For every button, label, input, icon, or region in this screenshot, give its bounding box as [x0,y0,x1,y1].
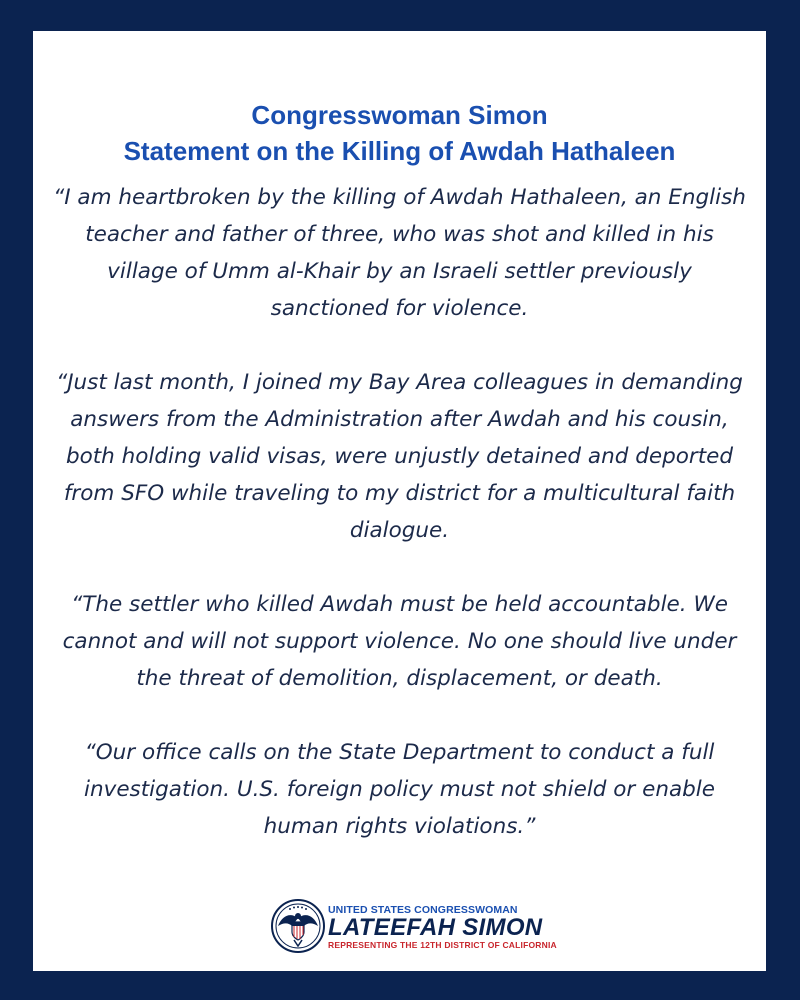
logo-subtitle: UNITED STATES CONGRESSWOMAN [328,904,518,916]
statement-paragraph-3: “The settler who killed Awdah must be held accountable. We cannot and will not support violence. No one should live under the threat of demolition, displacement, or death. [62,592,737,691]
logo-text [328,904,568,951]
logo-district: REPRESENTING THE 12TH DISTRICT OF CALIFORNIA [328,940,557,950]
statement-paragraph-2: “Just last month, I joined my Bay Area colleagues in demanding answers from the Administration after Awdah and his cousin, both holding valid visas, were unjustly detained and deported from SFO while traveling to my district for a multicultural faith dialogue. [56,370,743,543]
title-line-1: Congresswoman Simon [251,100,548,130]
statement-paragraph-4: “Our office calls on the State Department to conduct a full investigation. U.S. foreign policy must not shield or enable human rights violations.” [84,740,715,839]
statement-paragraph-1: “I am heartbroken by the killing of Awdah Hathaleen, an English teacher and father of three, who was shot and killed in his village of Umm al-Khair by an Israeli settler previously sanctioned for violence. [53,185,746,321]
statement-body [53,179,746,845]
title-line-2: Statement on the Killing of Awdah Hathaleen [123,136,676,166]
congresswoman-logo [270,898,560,958]
page-title [33,97,766,169]
logo-name: LATEEFAH SIMON [328,914,543,941]
statement-card [33,31,766,971]
eagle-seal-icon [270,898,326,954]
